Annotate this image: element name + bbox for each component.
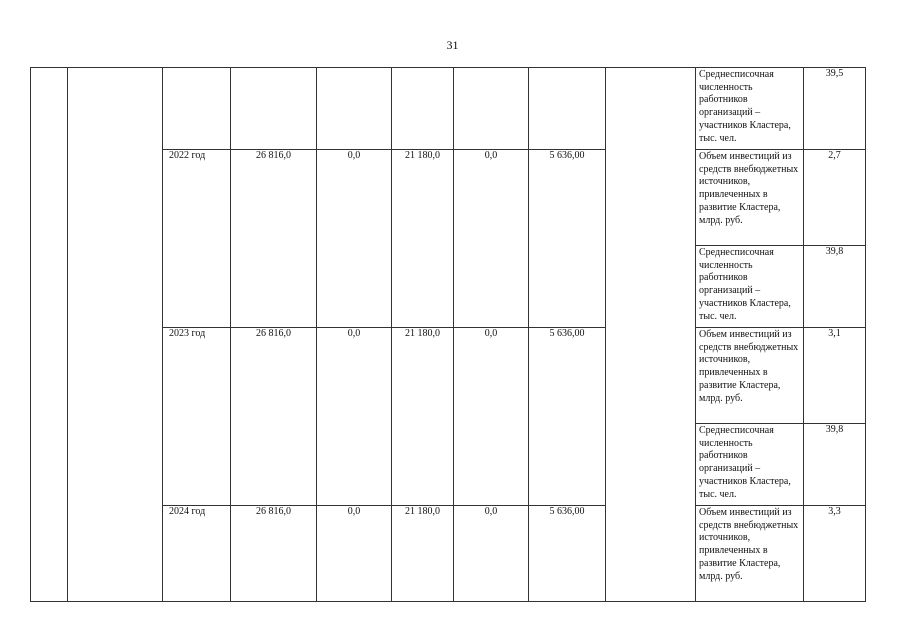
program-table xyxy=(30,67,866,602)
amount-cell: 5 636,00 xyxy=(529,150,606,328)
table-cell xyxy=(529,68,606,150)
indicator-name-cell xyxy=(696,424,804,506)
table-cell xyxy=(454,68,529,150)
indicator-value: 3,3 xyxy=(804,506,866,602)
indicator-value: 3,1 xyxy=(804,328,866,424)
indicator-name: Объем инвестиций из средств внебюджетных источников, привлеченных в развитие Кластера, млрд. руб. xyxy=(699,329,799,404)
table-cell xyxy=(163,68,231,150)
indicator-name: Объем инвестиций из средств внебюджетных источников, привлеченных в развитие Кластера, млрд. руб. xyxy=(699,507,799,582)
indicator-value: 2,7 xyxy=(804,150,866,246)
table-cell-merged xyxy=(606,68,696,602)
table-row xyxy=(31,68,866,150)
indicator-name-cell xyxy=(696,150,804,246)
amount-cell: 0,0 xyxy=(454,506,529,602)
amount-total: 26 816,0 xyxy=(231,150,317,328)
year-cell: 2024 год xyxy=(163,506,231,602)
table-cell xyxy=(317,68,392,150)
amount-cell: 5 636,00 xyxy=(529,328,606,506)
amount-cell: 0,0 xyxy=(454,150,529,328)
indicator-name-cell xyxy=(696,246,804,328)
amount-cell: 0,0 xyxy=(454,328,529,506)
amount-total: 26 816,0 xyxy=(231,506,317,602)
indicator-value: 39,8 xyxy=(804,246,866,328)
year-cell: 2022 год xyxy=(163,150,231,328)
table-cell xyxy=(231,68,317,150)
indicator-name-cell xyxy=(696,68,804,150)
indicator-value: 39,8 xyxy=(804,424,866,506)
indicator-name: Среднесписочная численность работников организаций – участников Кластера, тыс. чел. xyxy=(699,425,791,500)
table-cell xyxy=(392,68,454,150)
indicator-name: Среднесписочная численность работников организаций – участников Кластера, тыс. чел. xyxy=(699,247,791,322)
amount-cell: 21 180,0 xyxy=(392,328,454,506)
amount-cell: 5 636,00 xyxy=(529,506,606,602)
indicator-name: Среднесписочная численность работников организаций – участников Кластера, тыс. чел. xyxy=(699,69,791,144)
indicator-name-cell xyxy=(696,506,804,602)
table-cell-merged xyxy=(68,68,163,602)
indicator-value: 39,5 xyxy=(804,68,866,150)
page-number: 31 xyxy=(446,38,459,52)
amount-cell: 0,0 xyxy=(317,150,392,328)
amount-cell: 0,0 xyxy=(317,328,392,506)
table-cell-merged xyxy=(31,68,68,602)
amount-cell: 0,0 xyxy=(317,506,392,602)
indicator-name-cell xyxy=(696,328,804,424)
amount-total: 26 816,0 xyxy=(231,328,317,506)
indicator-name: Объем инвестиций из средств внебюджетных источников, привлеченных в развитие Кластера, млрд. руб. xyxy=(699,151,799,226)
amount-cell: 21 180,0 xyxy=(392,150,454,328)
amount-cell: 21 180,0 xyxy=(392,506,454,602)
year-cell: 2023 год xyxy=(163,328,231,506)
